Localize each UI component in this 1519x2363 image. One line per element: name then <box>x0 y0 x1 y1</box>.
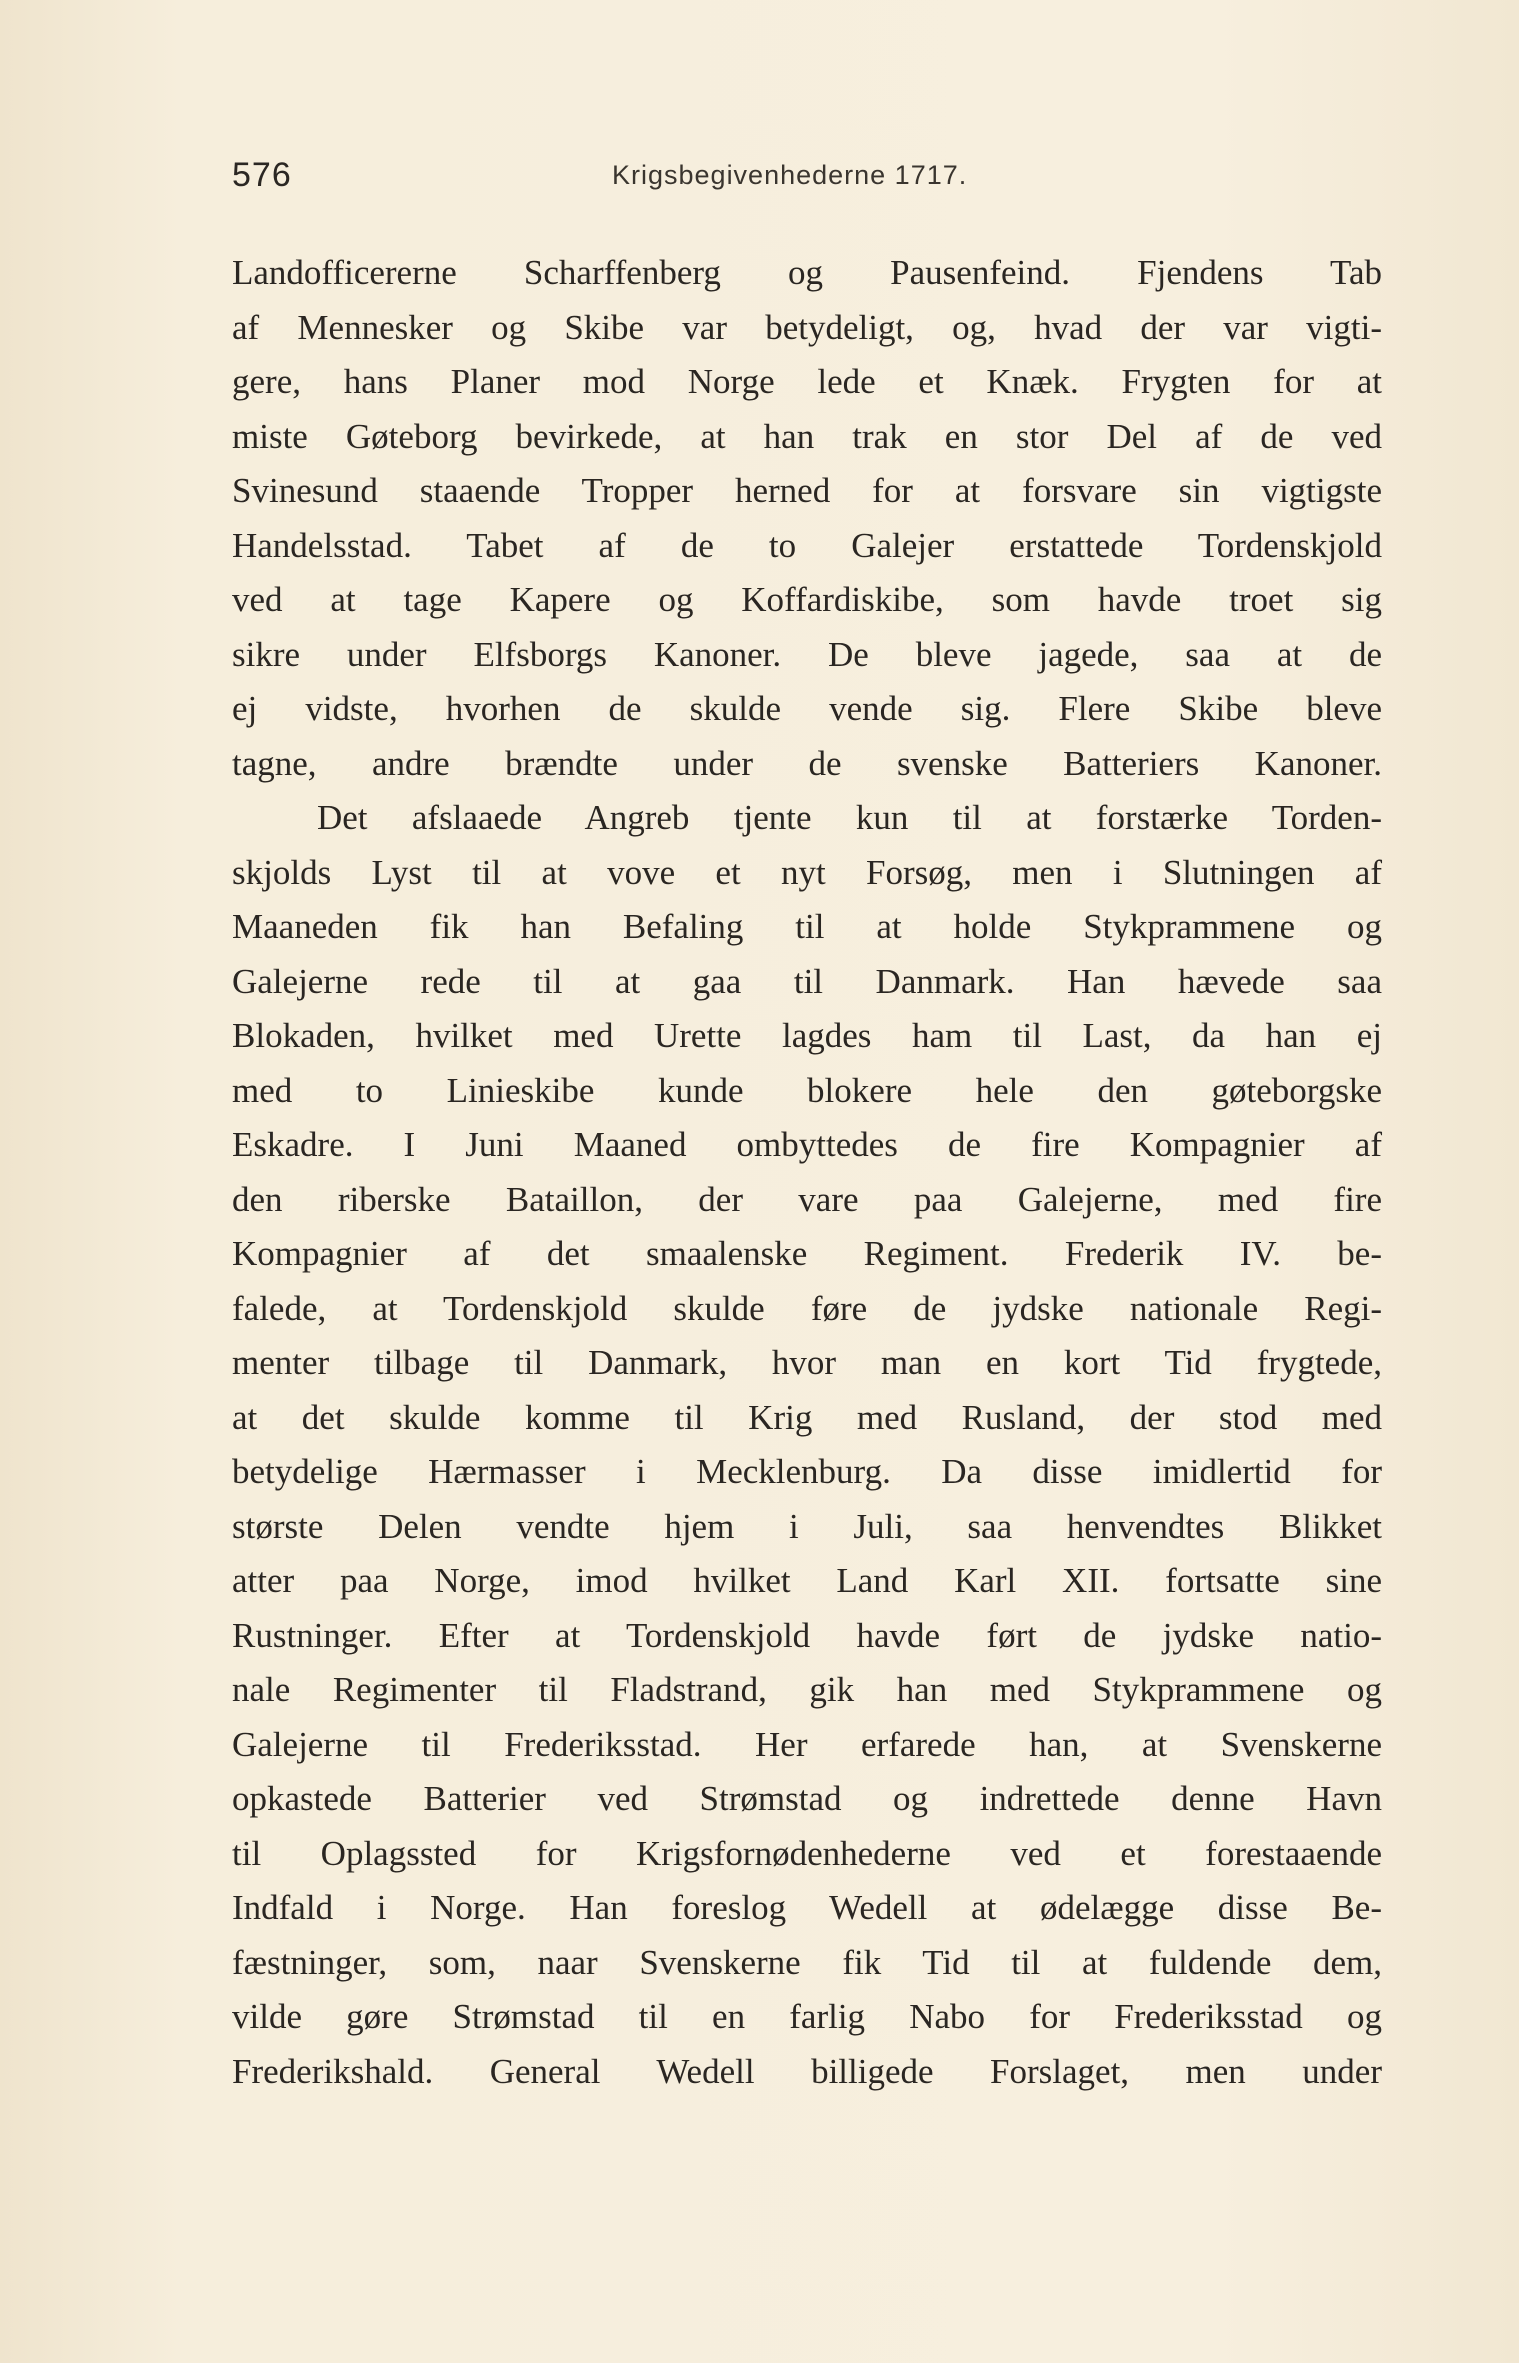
text-line: Maaneden fik han Befaling til at holde Stykprammene og <box>232 907 1382 946</box>
page-header <box>232 150 1382 200</box>
text-line: falede, at Tordenskjold skulde føre de jydske nationale Regi- <box>232 1288 1382 1328</box>
text-line: atter paa Norge, imod hvilket Land Karl XII. fortsatte sine <box>232 1561 1382 1600</box>
text-line: Galejerne til Frederiksstad. Her erfarede han, at Svenskerne <box>232 1724 1382 1764</box>
text-line: Frederikshald. General Wedell billigede Forslaget, men under <box>232 2051 1382 2091</box>
text-line: ved at tage Kapere og Koffardiskibe, som havde troet sig <box>232 580 1382 619</box>
text-line: ej vidste, hvorhen de skulde vende sig. Flere Skibe bleve <box>232 689 1382 728</box>
page-number: 576 <box>232 156 292 194</box>
text-line: Rustninger. Efter at Tordenskjold havde ført de jydske natio- <box>232 1615 1382 1655</box>
text-line: Landofficererne Scharffenberg og Pausenfeind. Fjendens Tab <box>232 253 1382 292</box>
text-line: Galejerne rede til at gaa til Danmark. Han hævede saa <box>232 961 1382 1001</box>
text-line: af Mennesker og Skibe var betydeligt, og, hvad der var vigti- <box>232 307 1382 347</box>
text-line: Det afslaaede Angreb tjente kun til at forstærke Torden- <box>317 798 1382 837</box>
running-title: Krigsbegivenhederne 1717. <box>612 160 968 190</box>
text-line: med to Linieskibe kunde blokere hele den gøteborgske <box>232 1070 1382 1110</box>
text-line: Eskadre. I Juni Maaned ombyttedes de fire Kompagnier af <box>232 1125 1382 1164</box>
text-line: betydelige Hærmasser i Mecklenburg. Da disse imidlertid for <box>232 1452 1382 1491</box>
text-line: største Delen vendte hjem i Juli, saa henvendtes Blikket <box>232 1506 1382 1546</box>
text-line: den riberske Bataillon, der vare paa Galejerne, med fire <box>232 1179 1382 1219</box>
text-line: opkastede Batterier ved Strømstad og indrettede denne Havn <box>232 1779 1382 1818</box>
text-line: at det skulde komme til Krig med Rusland, der stod med <box>232 1397 1382 1437</box>
text-line: nale Regimenter til Fladstrand, gik han med Stykprammene og <box>232 1670 1382 1709</box>
text-line: sikre under Elfsborgs Kanoner. De bleve jagede, saa at de <box>232 634 1382 674</box>
text-line: tagne, andre brændte under de svenske Batteriers Kanoner. <box>232 743 1382 783</box>
text-line: fæstninger, som, naar Svenskerne fik Tid til at fuldende dem, <box>232 1942 1382 1982</box>
text-line: gere, hans Planer mod Norge lede et Knæk. Frygten for at <box>232 362 1382 401</box>
text-line: Svinesund staaende Tropper herned for at forsvare sin vigtigste <box>232 471 1382 510</box>
text-line: Kompagnier af det smaalenske Regiment. Frederik IV. be- <box>232 1234 1382 1273</box>
text-line: menter tilbage til Danmark, hvor man en kort Tid frygtede, <box>232 1343 1382 1382</box>
body-text <box>232 246 1382 2099</box>
text-line: til Oplagssted for Krigsfornødenhederne ved et forestaaende <box>232 1833 1382 1873</box>
text-line: Handelsstad. Tabet af de to Galejer erstattede Tordenskjold <box>232 525 1382 565</box>
text-line: Indfald i Norge. Han foreslog Wedell at ødelægge disse Be- <box>232 1888 1382 1927</box>
text-line: Blokaden, hvilket med Urette lagdes ham til Last, da han ej <box>232 1016 1382 1055</box>
text-line: miste Gøteborg bevirkede, at han trak en stor Del af de ved <box>232 416 1382 456</box>
text-line: skjolds Lyst til at vove et nyt Forsøg, men i Slutningen af <box>232 852 1382 892</box>
text-line: vilde gøre Strømstad til en farlig Nabo for Frederiksstad og <box>232 1997 1382 2036</box>
